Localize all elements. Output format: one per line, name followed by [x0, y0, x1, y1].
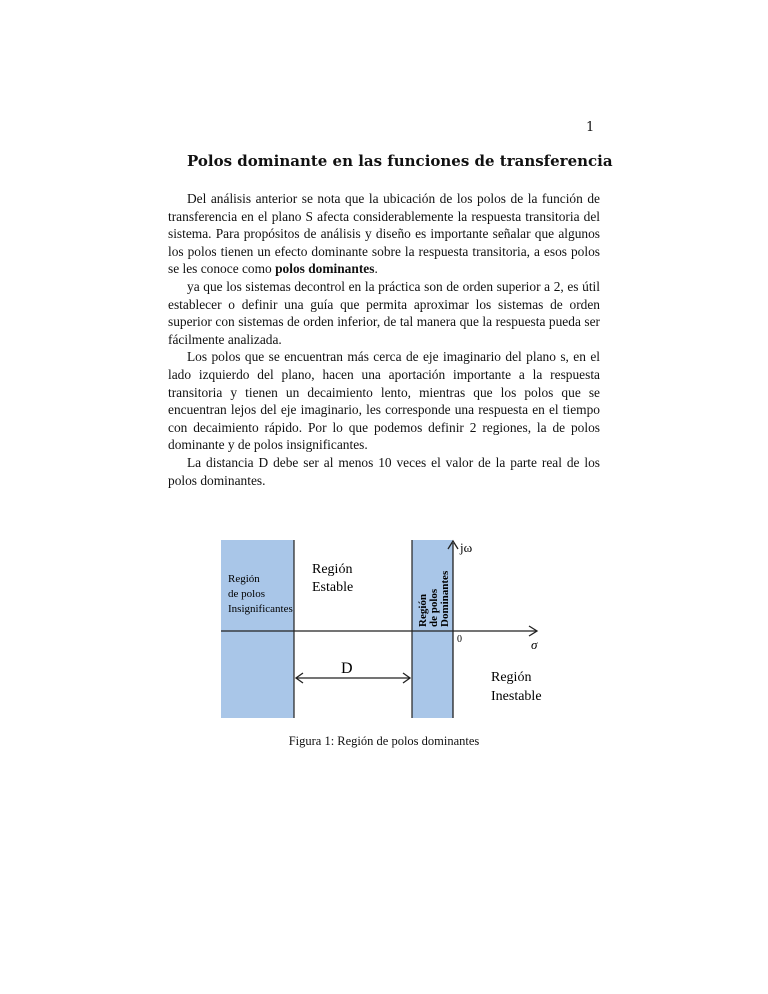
insignificant-label-3: Insignificantes: [228, 603, 293, 615]
unstable-label-2: Inestable: [491, 689, 542, 704]
unstable-label-1: Región: [491, 670, 532, 685]
bold-term: polos dominantes: [275, 261, 375, 277]
real-axis-label: σ: [531, 637, 538, 652]
page-number: 1: [586, 120, 595, 135]
body-text: [168, 190, 600, 489]
origin-label: 0: [457, 634, 462, 645]
imaginary-axis-label: jω: [460, 540, 473, 555]
paragraph-1-end: .: [374, 261, 378, 277]
dominant-region: [412, 540, 453, 718]
distance-label: D: [341, 660, 353, 677]
dominant-label-2: de polos: [428, 588, 440, 627]
paragraph-3: Los polos que se encuentran más cerca de eje imaginario del plano s, en el lado izquierdo del plano, hacen una aportación importante a la respuesta transitoria y tienen un decaimiento lento, mientras que los polos que se encuentran lejos del eje imaginario, les corresponde una respuesta en el tiempo con decaimiento rápido. Por lo que podemos definir 2 regiones, la de polos dominante y de polos insignificantes.: [168, 349, 600, 453]
dominant-label-3: Dominantes: [439, 570, 451, 627]
paragraph-1: [168, 190, 600, 278]
section-title: Polos dominante en las funciones de transferencia: [187, 152, 613, 170]
stable-label-1: Región: [312, 562, 353, 577]
paragraph-2: ya que los sistemas decontrol en la práctica son de orden superior a 2, es útil establecer o definir una guía que permita aproximar los sistemas de orden superior con sistemas de orden inferior, de tal manera que la respuesta pueda ser fácilmente analizada.: [168, 278, 600, 347]
insignificant-region: [221, 540, 294, 718]
paragraph-1-text: Del análisis anterior se nota que la ubicación de los polos de la función de transferencia en el plano S afecta considerablemente la respuesta transitoria del sistema. Para propósitos de análisis y diseño es importante señalar que algunos los polos tienen un efecto dominante sobre la respuesta transitoria, a esos polos se les conoce como: [168, 191, 600, 277]
stable-label-2: Estable: [312, 580, 354, 595]
dominant-label-1: Región: [417, 594, 429, 627]
paragraph-4: La distancia D debe ser al menos 10 veces el valor de la parte real de los polos dominantes.: [168, 454, 600, 488]
insignificant-label-2: de polos: [228, 588, 265, 600]
figure-caption: Figura 1: Región de polos dominantes: [288, 734, 480, 748]
insignificant-label-1: Región: [228, 573, 260, 585]
s-plane-figure: [215, 535, 555, 725]
